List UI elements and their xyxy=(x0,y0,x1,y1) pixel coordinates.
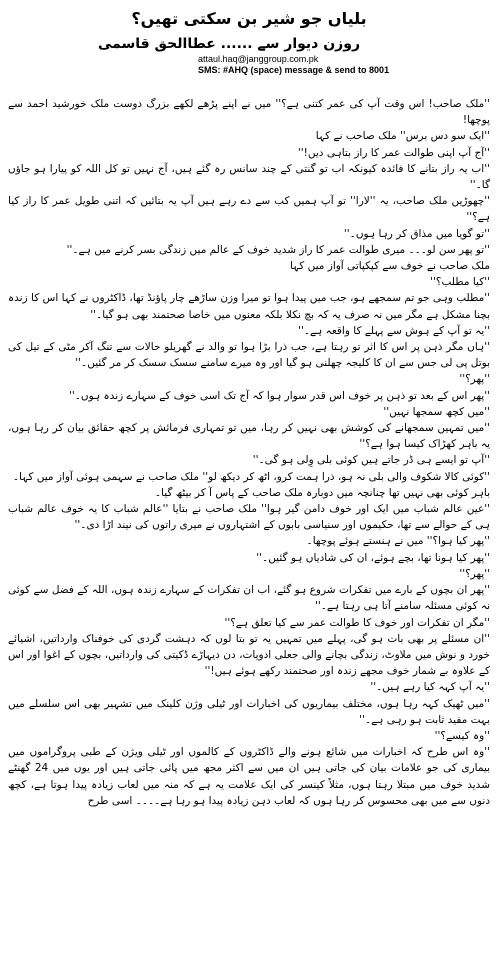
paragraph: ''پھر؟'' xyxy=(459,373,490,386)
paragraph: ''میں کچھ سمجھا نہیں'' xyxy=(383,405,490,418)
paragraph: ''یہ آپ کہہ کیا رہے ہیں۔'' xyxy=(370,681,490,694)
paragraph: ''کیا مطلب؟'' xyxy=(430,276,490,289)
author-contact xyxy=(198,54,389,76)
paragraph: ''تو پھر سن لو۔۔۔ میری طوالت عمر کا راز شدید خوف کے عالم میں زندگی بسر کرنے میں ہے۔'' xyxy=(66,243,490,256)
paragraph: ''ملک صاحب! اس وقت آپ کی عمر کتنی ہے؟'' میں نے اپنے پڑھے لکھے بزرگ دوست ملک خورشید احمد سے پوچھا! xyxy=(8,98,490,127)
paragraph: ''چھوڑیں ملک صاحب، یہ ''لارا'' تو آپ ہمیں کب سے دے رہے ہیں آپ یہ بتائیں کہ اتنی طویل عمر کا راز کیا ہے؟'' xyxy=(8,195,490,224)
paragraph: ''تو گویا میں مذاق کر رہا ہوں۔'' xyxy=(343,227,490,240)
paragraph: ''پھر کیا ہوا؟'' میں نے ہنستے ہوئے پوچھا۔ xyxy=(306,535,490,548)
paragraph: ''آج آپ اپنی طوالت عمر کا راز بتاہی دیں!'' xyxy=(297,146,490,159)
paragraph: ''مگر ان تفکرات اور خوف کا طوالت عمر سے کیا تعلق ہے؟'' xyxy=(224,616,490,629)
paragraph: ''آپ تو ایسے ہی ڈر جاتے ہیں کوئی بلی وِلی ہو گی۔'' xyxy=(252,454,490,467)
paragraph: ''وہ اس طرح کہ اخبارات میں شائع ہونے والے ڈاکٹروں کے کالموں اور ٹیلی ویژن کے طبی پروگراموں میں بیماری کی جو علامات بیان کی جاتی ہیں ان میں سے اکثر مجھ میں پائی جاتی ہیں اور یوں میں 24 گھنٹے شدید خوف میں مبتلا رہتا ہوں، مثلاً کینسر کی ایک علامت یہ ہے کہ منہ میں لعاب زیادہ پیدا ہوتا ہے، کچھ دنوں سے میں بھی محسوس کر رہا ہوں کہ لعاب دہن زیادہ پیدا ہو رہا ہے۔۔۔۔ اسی طرح xyxy=(8,746,490,807)
paragraph: ''میں ٹھیک کہہ رہا ہوں، مختلف بیماریوں کی اخبارات اور ٹیلی وژن کلینک میں تشہیر بھی اس سلسلے میں بہت مفید ثابت ہو رہی ہے۔'' xyxy=(8,697,490,726)
paragraph: ''مطلب وہی جو تم سمجھے ہو، جب میں پیدا ہوا تو میرا وزن ساڑھے چار پاؤنڈ تھا، ڈاکٹروں نے کہا اس کا زندہ بچنا مشکل ہے مگر میں نہ صرف یہ کہ بچ نکلا بلکہ معنوں میں خاصا صحتمند بھی ہو گیا۔'' xyxy=(8,292,490,321)
paragraph: ''ایک سو دس برس'' ملک صاحب نے کہا xyxy=(315,130,490,143)
paragraph: ''عین عالم شباب میں ایک اور خوف دامن گیر ہوا'' ملک صاحب نے بتایا ''عالم شباب کا یہ خوف عالم شباب ہی کے حوالے سے تھا، حکیموں اور سنیاسی بابوں کے اشتہاروں نے میری راتوں کی نیند اڑا دی۔'' xyxy=(8,503,490,532)
column-body xyxy=(8,96,490,809)
paragraph: ''کوئی کالا شکوف والی بلی نہ ہو، ذرا ہمت کرو، اٹھ کر دیکھ لو'' ملک صاحب نے سہمی ہوئی آواز میں کہا۔ xyxy=(12,470,490,483)
paragraph: ''ان مسئلے پر بھی بات ہو گی، پہلے میں تمہیں یہ تو بتا لوں کہ دہشت گردی کی خوفناک وارداتیں، اشیائے خورد و نوش میں ملاوٹ، زندگی بچانے والی جعلی ادویات، دن دیہاڑے ڈکیتی کی وارداتیں، بچوں کے اغوا اور اس کے علاوہ بے شمار خوف مجھے زندہ اور صحتمند رکھے ہوئے ہیں!'' xyxy=(8,632,490,678)
paragraph: باہر کوئی بھی نہیں تھا چنانچہ میں دوبارہ ملک صاحب کے پاس آ کر بیٹھ گیا۔ xyxy=(154,486,490,499)
column-byline: روزن دیوار سے ...... عطاالحق قاسمی xyxy=(97,36,360,52)
byline-block xyxy=(8,34,490,92)
paragraph: ''پھر اس کے بعد تو ذہن پر خوف اس قدر سوار ہوا کہ آج تک اسی خوف کے سہارے زندہ ہوں۔'' xyxy=(68,389,490,402)
paragraph: ''پھر؟'' xyxy=(459,567,490,580)
sms-instructions: SMS: #AHQ (space) message & send to 8001 xyxy=(198,65,390,75)
column-headline: بلیاں جو شیر بن سکتی تھیں؟ xyxy=(131,9,367,28)
paragraph: ''وہ کیسے؟'' xyxy=(434,729,490,742)
paragraph: ملک صاحب نے خوف سے کپکپاتی آواز میں کہا xyxy=(289,260,490,273)
paragraph: ''ہاں مگر ذہن پر اس کا اثر تو رہتا ہے، جب ذرا بڑا ہوا تو والد نے گھریلو حالات سے تنگ آکر مٹی کے تیل کی بوتل پی لی جس سے ان کا کلیجہ چھلنی ہو گیا اور وہ میرے سامنے سسک سسک کر مر گئیں۔'' xyxy=(8,341,490,370)
author-email: attaul.haq@janggroup.com.pk xyxy=(198,54,319,64)
paragraph: ''میں تمہیں سمجھانے کی کوشش بھی نہیں کر رہا، میں تو تمہاری فرمائش پر کچھ حقائق بیان کر رہا ہوں، یہ باہر کھڑاک کیسا ہوا ہے؟'' xyxy=(8,422,490,451)
paragraph: ''پھر ان بچوں کے بارے میں تفکرات شروع ہو گئے، اب ان تفکرات کے سہارے زندہ ہوں، اللہ کے فضل سے کوئی نہ کوئی مسئلہ سامنے آتا ہی رہتا ہے۔'' xyxy=(8,584,490,613)
paragraph: ''اب یہ راز بتانے کا فائدہ کیونکہ اب تو گنتی کے چند سانس رہ گئے ہیں، آج نہیں تو کل اللہ کو پیارا ہو جاؤں گا۔'' xyxy=(8,162,490,192)
paragraph: ''پھر کیا ہونا تھا، بچے ہوئے، ان کی شادیاں ہو گئیں۔'' xyxy=(256,551,490,564)
paragraph: ''یہ تو آپ کے ہوش سے پہلے کا واقعہ ہے۔'' xyxy=(298,324,490,337)
